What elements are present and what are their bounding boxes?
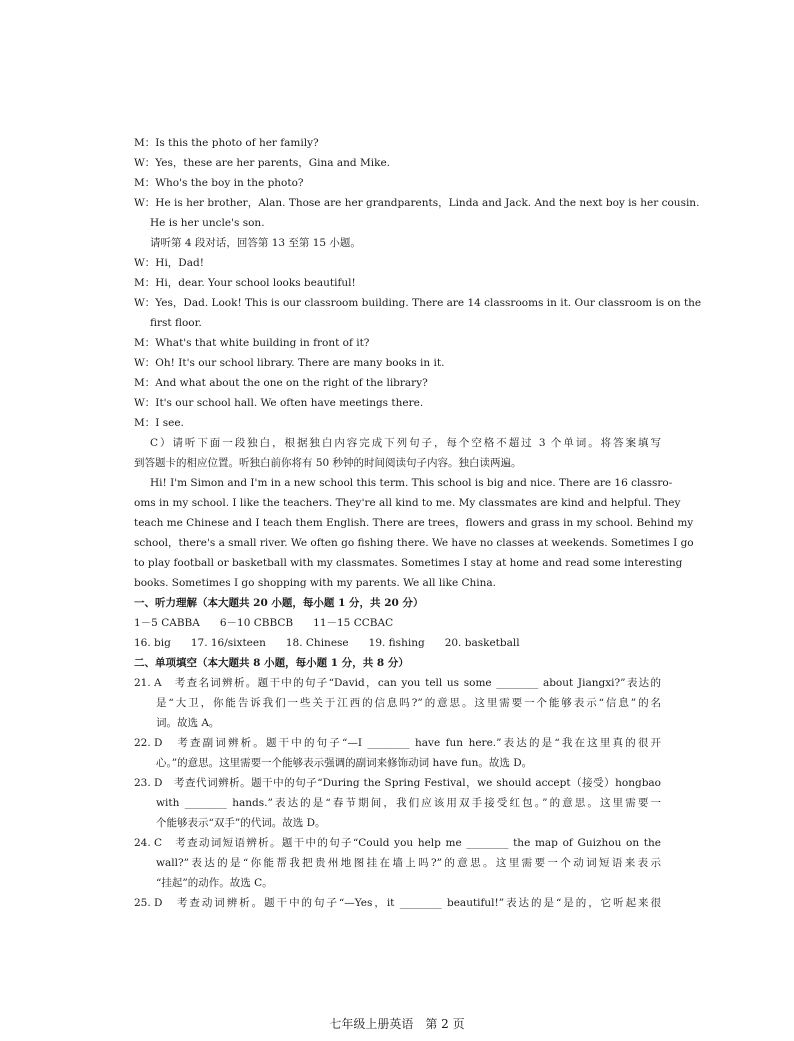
question-number: 21. A: [134, 677, 162, 689]
explanation-text: 个能够表示“双手”的代词。故选 D。: [156, 817, 326, 829]
instruction-line: 请听第 4 段对话，回答第 13 至第 15 小题。: [150, 237, 361, 249]
dialogue-line: M：Is this the photo of her family?: [134, 137, 319, 149]
question-explanation: [134, 733, 661, 753]
explanation-text: 考查副词辨析。题干中的句子“—I ________ have fun here.”表达的是“我在这里真的很开: [177, 737, 662, 749]
explanation-text: 词。故选 A。: [156, 717, 220, 729]
explanation-text: “挂起”的动作。故选 C。: [156, 877, 273, 889]
explanation-text: 考查动词短语辨析。题干中的句子“Could you help me ________ the map of Guizhou on the: [175, 837, 661, 849]
explanation-text: 考查代词辨析。题干中的句子“During the Spring Festival，we should accept（接受）hongbao: [174, 777, 662, 789]
dialogue-line: M：What's that white building in front of it?: [134, 337, 370, 349]
dialogue-line: M：And what about the one on the right of the library?: [134, 377, 428, 389]
question-explanation: [134, 833, 661, 853]
monologue-line: Hi! I'm Simon and I'm in a new school this term. This school is big and nice. There are 16 classro-: [150, 477, 673, 489]
dialogue-line-continued: first floor.: [150, 317, 202, 329]
dialogue-line-continued: He is her uncle's son.: [150, 217, 265, 229]
explanation-text: 考查动词辨析。题干中的句子“—Yes，it ________ beautiful!”表达的是“是的，它听起来很: [176, 897, 662, 909]
question-explanation: [134, 893, 661, 913]
answer-item: 16. big: [134, 637, 171, 649]
question-number: 25. D: [134, 897, 163, 909]
question-number: 23. D: [134, 777, 163, 789]
dialogue-line: W：Hi，Dad!: [134, 257, 204, 269]
explanation-text: 考查名词辨析。题干中的句子“David，can you tell us some ________ about Jiangxi?”表达的: [174, 677, 661, 689]
question-explanation: [134, 773, 661, 793]
question-number: 24. C: [134, 837, 163, 849]
answer-row: [134, 613, 661, 633]
section-c-instruction: 到答题卡的相应位置。听独白前你将有 50 秒钟的时间阅读句子内容。独白读两遍。: [134, 457, 522, 469]
dialogue-line: W：Yes，these are her parents，Gina and Mike.: [134, 157, 391, 169]
monologue-line: to play football or basketball with my classmates. Sometimes I stay at home and read some interesting: [134, 557, 683, 569]
explanation-text: 心。”的意思。这里需要一个能够表示强调的副词来修饰动词 have fun。故选 D。: [156, 757, 533, 769]
answer-row: [134, 633, 661, 653]
answer-item: 18. Chinese: [285, 637, 349, 649]
question-explanation: [134, 673, 661, 693]
answer-group: 6－10 CBBCB: [219, 617, 294, 629]
answer-item: 19. fishing: [368, 637, 425, 649]
page-content: [134, 133, 702, 913]
answer-group: 1－5 CABBA: [134, 617, 200, 629]
dialogue-line: M：Hi，dear. Your school looks beautiful!: [134, 277, 356, 289]
part1-heading: 一、听力理解（本大题共 20 小题，每小题 1 分，共 20 分）: [134, 597, 424, 609]
dialogue-line: W：He is her brother，Alan. Those are her grandparents，Linda and Jack. And the next boy is her cousin.: [134, 197, 700, 209]
dialogue-line: W：Oh! It's our school library. There are many books in it.: [134, 357, 445, 369]
monologue-line: teach me Chinese and I teach them English. There are trees，flowers and grass in my school. Behind my: [134, 517, 694, 529]
dialogue-line: M：I see.: [134, 417, 184, 429]
dialogue-line: W：It's our school hall. We often have meetings there.: [134, 397, 424, 409]
part2-heading: 二、单项填空（本大题共 8 小题，每小题 1 分，共 8 分）: [134, 657, 409, 669]
explanation-text: with ________ hands.”表达的是“春节期间，我们应该用双手接受红包。”的意思。这里需要一: [156, 797, 661, 809]
explanation-text: wall?”表达的是“你能帮我把贵州地图挂在墙上吗?”的意思。这里需要一个动词短语来表示: [156, 857, 661, 869]
dialogue-line: W：Yes，Dad. Look! This is our classroom building. There are 14 classrooms in it. Our classroom is on the: [134, 297, 702, 309]
section-c-instruction: C）请听下面一段独白，根据独白内容完成下列句子，每个空格不超过 3 个单词。将答案填写: [150, 437, 661, 449]
explanation-text: 是“大卫，你能告诉我们一些关于江西的信息吗?”的意思。这里需要一个能够表示“信息”的名: [156, 697, 661, 709]
page-footer: 七年级上册英语 第 2 页: [329, 1017, 465, 1031]
monologue-line: oms in my school. I like the teachers. They're all kind to me. My classmates are kind and helpful. They: [134, 497, 681, 509]
question-number: 22. D: [134, 737, 163, 749]
answer-item: 17. 16/sixteen: [190, 637, 266, 649]
monologue-line: school，there's a small river. We often go fishing there. We have no classes at weekends. Sometimes I go: [134, 537, 694, 549]
answer-group: 11－15 CCBAC: [313, 617, 394, 629]
monologue-line: books. Sometimes I go shopping with my parents. We all like China.: [134, 577, 497, 589]
dialogue-line: M：Who's the boy in the photo?: [134, 177, 304, 189]
answer-item: 20. basketball: [444, 637, 520, 649]
